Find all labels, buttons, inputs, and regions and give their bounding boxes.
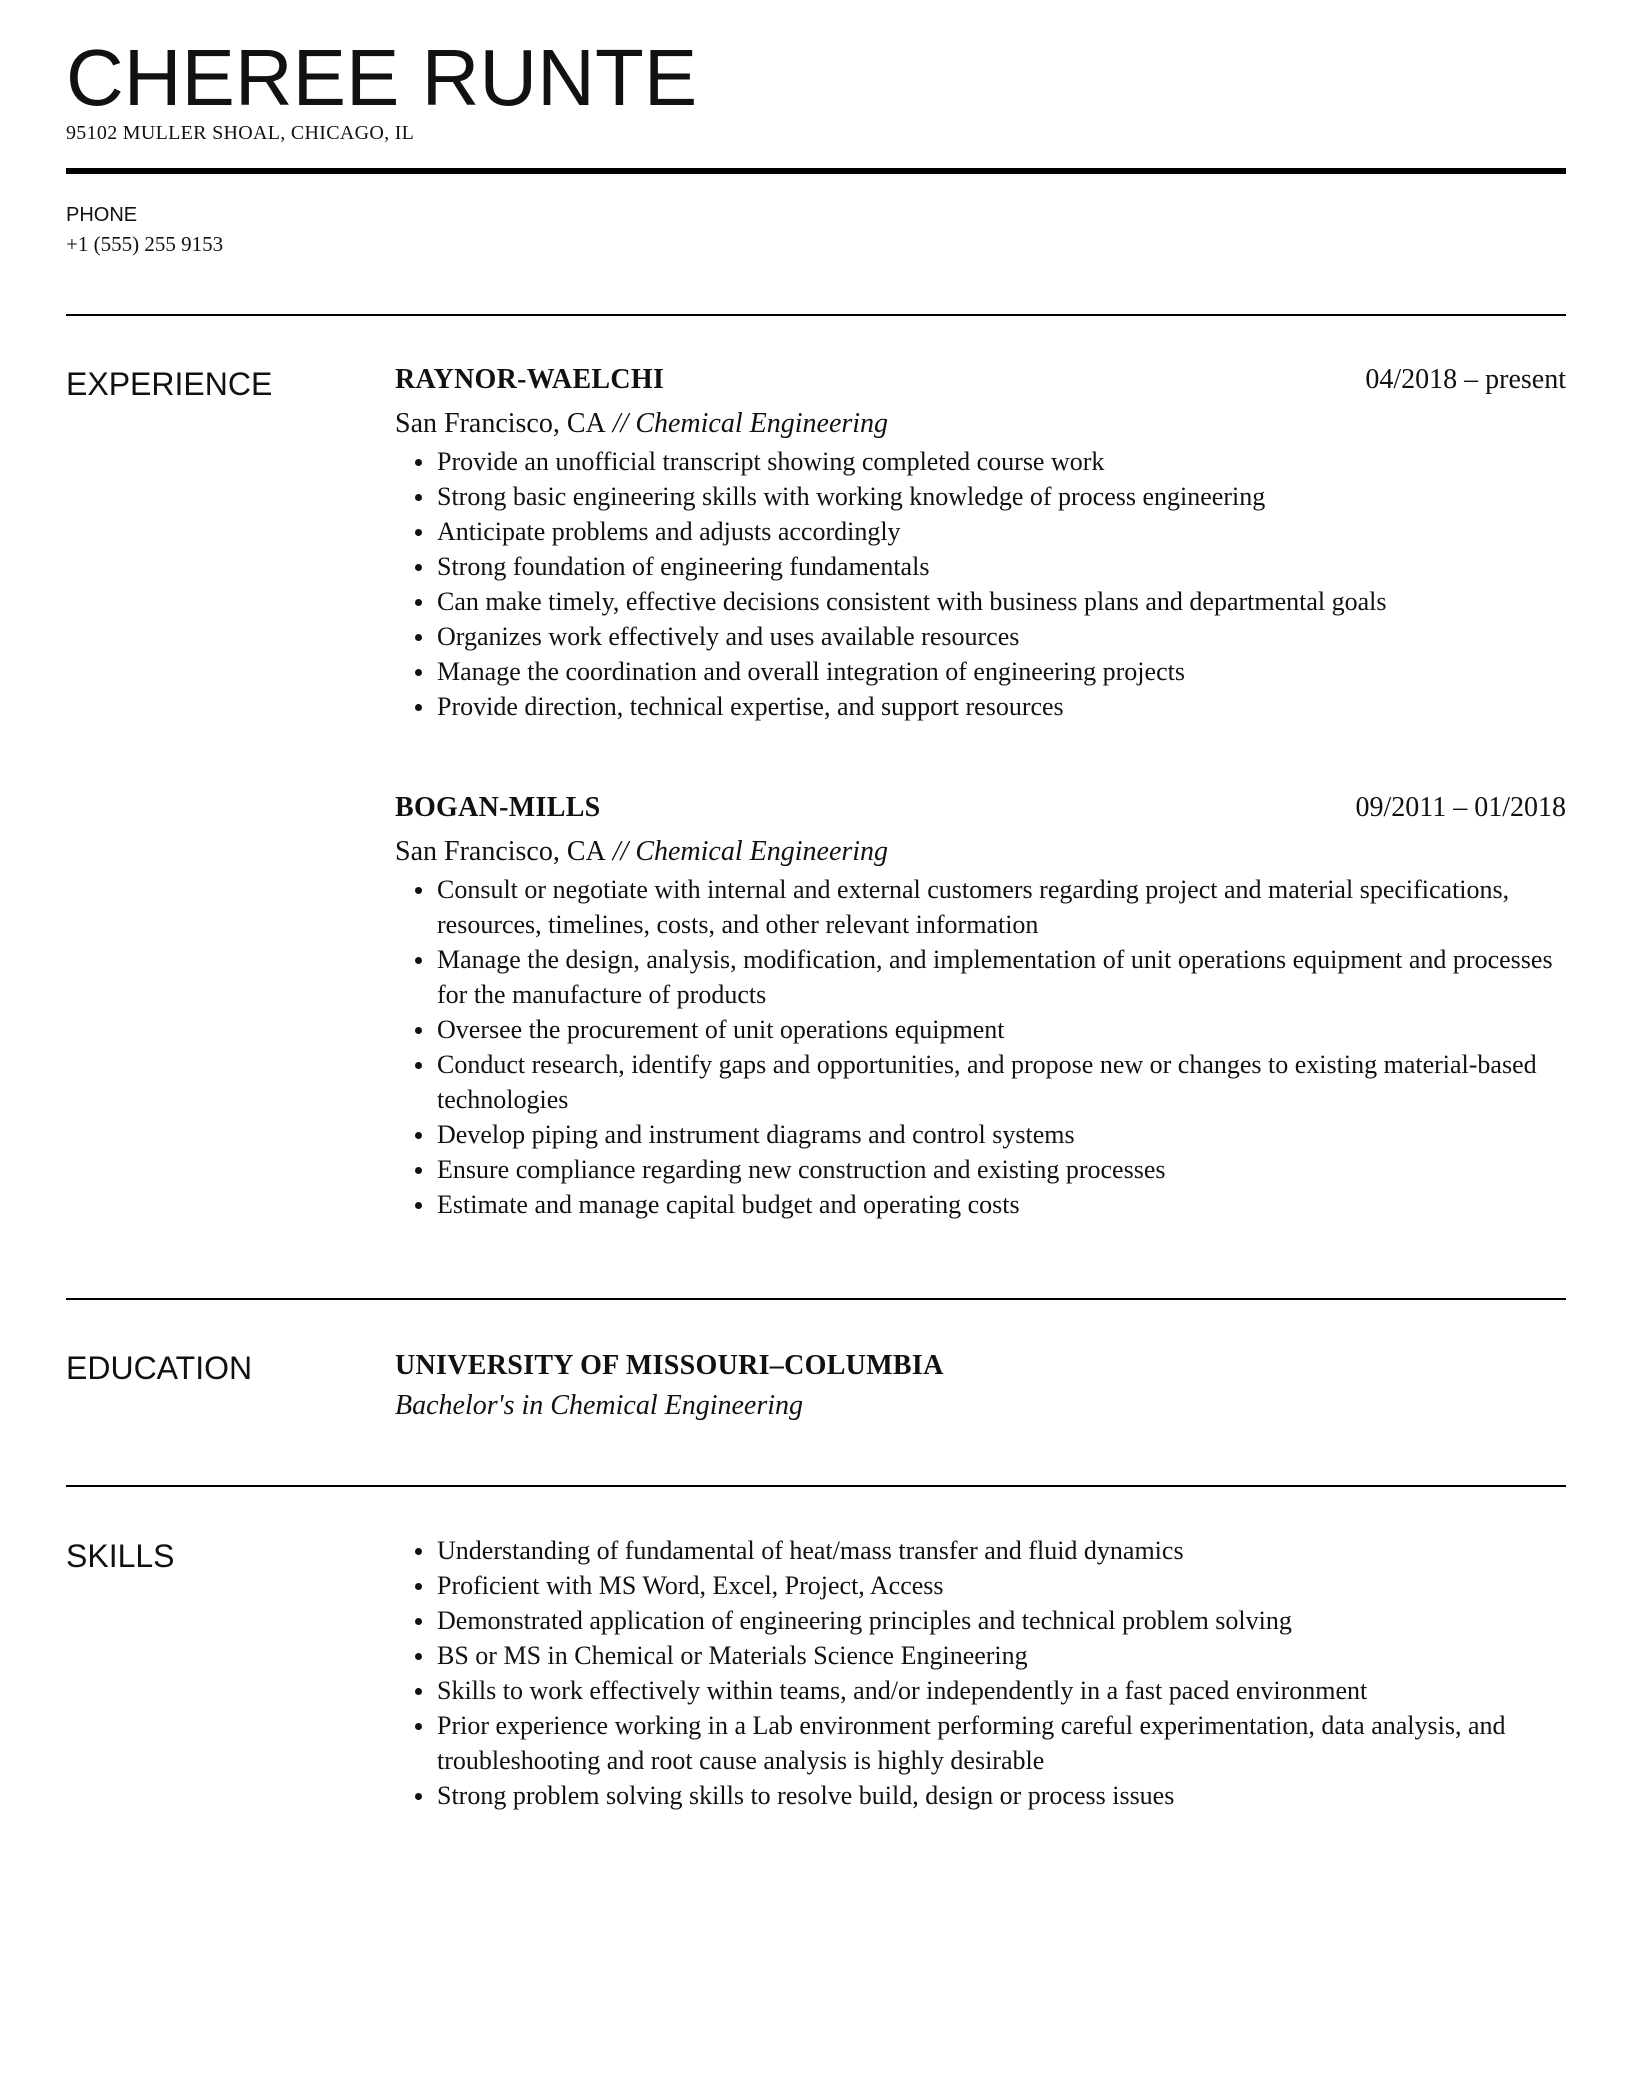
experience-section-title: EXPERIENCE: [66, 366, 273, 402]
list-item: Conduct research, identify gaps and opportunities, and propose new or changes to existing material-based technologies: [395, 1047, 1566, 1117]
job-subline: [395, 832, 1566, 872]
phone-label: PHONE: [66, 204, 138, 226]
job-entry: [395, 792, 1566, 1222]
candidate-address: 95102 MULLER SHOAL, CHICAGO, IL: [66, 122, 415, 144]
list-item: Manage the coordination and overall integration of engineering projects: [395, 654, 1566, 689]
job-entry: [395, 364, 1566, 724]
list-item: Estimate and manage capital budget and operating costs: [395, 1187, 1566, 1222]
job-location: San Francisco, CA: [395, 836, 606, 867]
company-name: BOGAN-MILLS: [395, 792, 601, 823]
list-item: Strong basic engineering skills with working knowledge of process engineering: [395, 479, 1566, 514]
list-item: Strong foundation of engineering fundamentals: [395, 549, 1566, 584]
header-divider: [66, 168, 1566, 174]
section-divider: [66, 1298, 1566, 1300]
skills-list: [395, 1533, 1566, 1813]
list-item: Develop piping and instrument diagrams and control systems: [395, 1117, 1566, 1152]
job-dates: 04/2018 – present: [1365, 364, 1566, 395]
list-item: Anticipate problems and adjusts accordingly: [395, 514, 1566, 549]
list-item: Oversee the procurement of unit operations equipment: [395, 1012, 1566, 1047]
company-name: RAYNOR-WAELCHI: [395, 364, 665, 395]
list-item: Proficient with MS Word, Excel, Project, Access: [395, 1568, 1566, 1603]
job-separator: //: [605, 836, 636, 867]
list-item: BS or MS in Chemical or Materials Science Engineering: [395, 1638, 1566, 1673]
job-role: Chemical Engineering: [635, 836, 889, 867]
candidate-name: CHEREE RUNTE: [66, 33, 698, 122]
list-item: Provide an unofficial transcript showing completed course work: [395, 444, 1566, 479]
job-location: San Francisco, CA: [395, 408, 606, 439]
job-role: Chemical Engineering: [635, 408, 889, 439]
school-name: UNIVERSITY OF MISSOURI–COLUMBIA: [395, 1350, 944, 1381]
job-bullet-list: [395, 872, 1566, 1222]
skills-section-title: SKILLS: [66, 1538, 175, 1574]
section-divider: [66, 314, 1566, 316]
job-header: [395, 792, 1566, 832]
list-item: Skills to work effectively within teams, and/or independently in a fast paced environment: [395, 1673, 1566, 1708]
education-section-title: EDUCATION: [66, 1350, 253, 1386]
phone-number: +1 (555) 255 9153: [66, 232, 224, 256]
list-item: Can make timely, effective decisions consistent with business plans and departmental goals: [395, 584, 1566, 619]
section-divider: [66, 1485, 1566, 1487]
job-bullet-list: [395, 444, 1566, 724]
list-item: Manage the design, analysis, modification, and implementation of unit operations equipment and processes for the manufacture of products: [395, 942, 1566, 1012]
degree-name: Bachelor's in Chemical Engineering: [395, 1390, 804, 1421]
list-item: Prior experience working in a Lab environment performing careful experimentation, data analysis, and troubleshooting and root cause analysis is highly desirable: [395, 1708, 1566, 1778]
list-item: Organizes work effectively and uses available resources: [395, 619, 1566, 654]
list-item: Demonstrated application of engineering principles and technical problem solving: [395, 1603, 1566, 1638]
list-item: Understanding of fundamental of heat/mass transfer and fluid dynamics: [395, 1533, 1566, 1568]
list-item: Provide direction, technical expertise, and support resources: [395, 689, 1566, 724]
education-entry: [395, 1346, 1566, 1426]
job-separator: //: [605, 408, 636, 439]
job-subline: [395, 404, 1566, 444]
list-item: Ensure compliance regarding new construction and existing processes: [395, 1152, 1566, 1187]
list-item: Consult or negotiate with internal and external customers regarding project and material specifications, resources, timelines, costs, and other relevant information: [395, 872, 1566, 942]
job-header: [395, 364, 1566, 404]
job-dates: 09/2011 – 01/2018: [1355, 792, 1566, 823]
skills-entry: [395, 1533, 1566, 1813]
list-item: Strong problem solving skills to resolve build, design or process issues: [395, 1778, 1566, 1813]
